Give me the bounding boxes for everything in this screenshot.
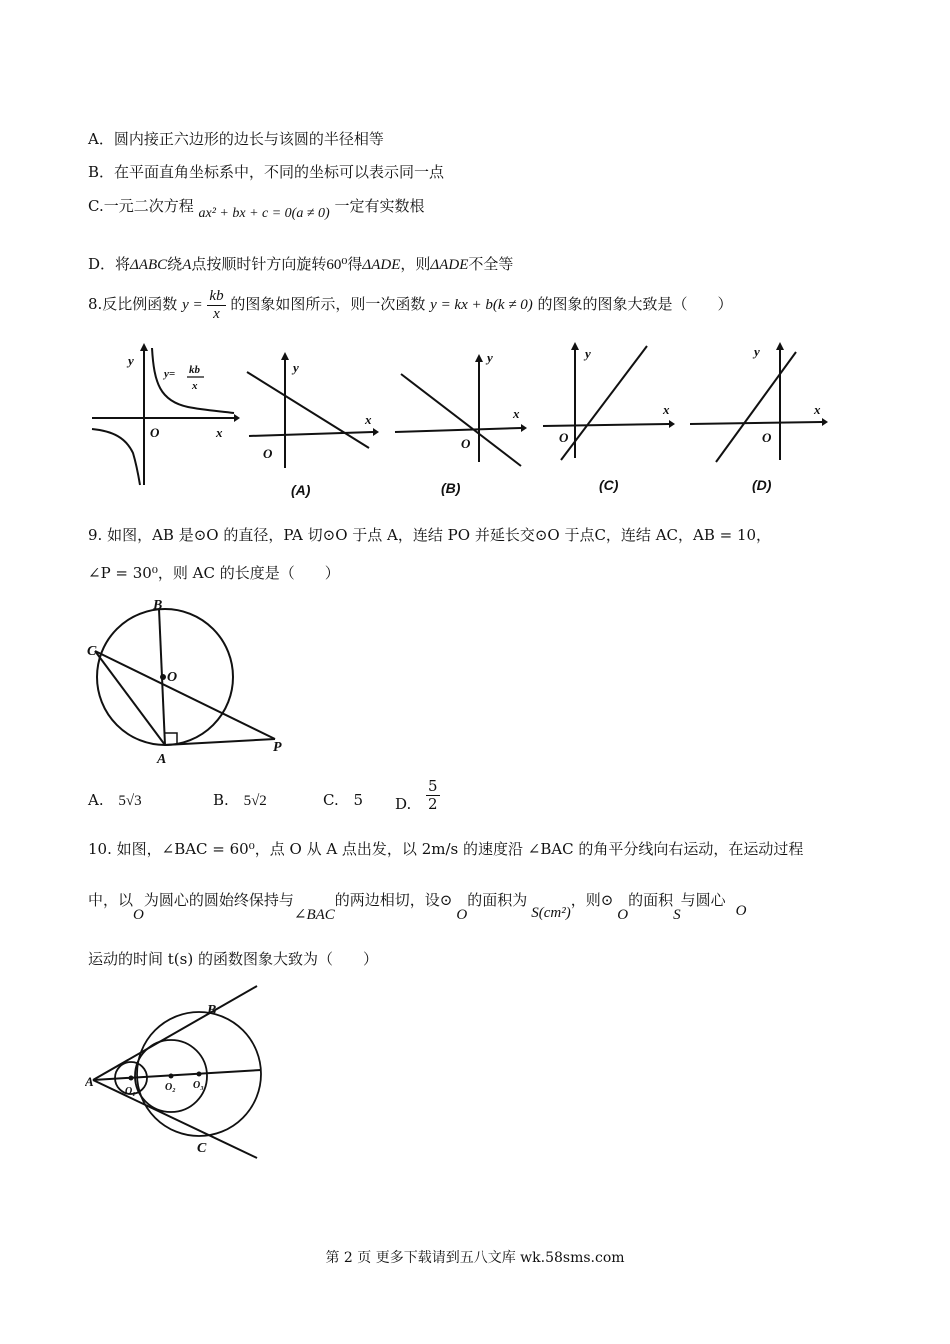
q7-d-text-3: 点按顺时针方向旋转 bbox=[191, 255, 327, 273]
q9-option-a-value: 5√3 bbox=[118, 793, 142, 809]
q7-option-c-formula: ax² + bx + c = 0(a ≠ 0) bbox=[198, 206, 330, 221]
q8-c-origin: O bbox=[559, 430, 569, 445]
q10-label-o1: O₁ bbox=[125, 1086, 136, 1097]
q8-a-origin: O bbox=[263, 446, 273, 461]
q10-stem-line3: 运动的时间 t(s) 的函数图象大致为（ ） bbox=[88, 950, 378, 968]
q8-caption-b: (B) bbox=[441, 480, 461, 496]
q8-d-origin: O bbox=[762, 430, 772, 445]
q8-d-axis-x: x bbox=[814, 402, 821, 417]
q7-d-triangle-abc: ΔABC bbox=[130, 257, 168, 273]
q8-a-axis-y: y bbox=[293, 360, 299, 375]
q7-option-c bbox=[88, 195, 425, 221]
q10-figure bbox=[85, 982, 275, 1162]
q8-hyperbola-graph bbox=[88, 343, 240, 488]
q7-d-angle: 60⁰ bbox=[326, 257, 348, 273]
q8-graph-d bbox=[688, 340, 833, 500]
q9-stem-line2: ∠P = 30⁰，则 AC 的长度是（ ） bbox=[88, 564, 340, 582]
q8-stem bbox=[88, 288, 733, 322]
q9-option-c-value: 5 bbox=[353, 791, 364, 809]
q10-label-c: C bbox=[197, 1141, 207, 1156]
q10-label-o3: O₃ bbox=[193, 1080, 204, 1091]
q8-main-curve-frac-num: kb bbox=[189, 364, 200, 376]
q8-caption-a: (A) bbox=[291, 482, 311, 498]
q10-stem-line1: 10. 如图，∠BAC = 60⁰，点 O 从 A 点出发，以 2m/s 的速度沿 ∠BAC 的角平分线向右运动，在运动过程 bbox=[88, 840, 804, 858]
q8-fraction-numerator: kb bbox=[209, 288, 224, 304]
q10-line2-angle: ∠BAC bbox=[293, 907, 335, 923]
q8-b-axis-x: x bbox=[513, 406, 520, 421]
q10-line2-c: 的两边相切，设⊙ bbox=[334, 891, 453, 909]
q9-label-a: A bbox=[157, 752, 167, 767]
q10-line2-f: 的面积 bbox=[628, 891, 674, 909]
q8-fraction-denominator: x bbox=[213, 305, 220, 322]
q8-b-axis-y: y bbox=[487, 350, 493, 365]
q10-line2-e: ，则⊙ bbox=[570, 891, 614, 909]
q8-suffix: 的图象的图象大致是（ ） bbox=[537, 295, 733, 313]
q10-line2-o2: O bbox=[456, 907, 468, 923]
q8-a-axis-x: x bbox=[365, 412, 372, 427]
q7-d-triangle-ade-2: ΔADE bbox=[430, 257, 469, 273]
q8-d-axis-y: y bbox=[754, 344, 760, 359]
q10-line2-o3: O bbox=[617, 907, 629, 923]
q8-main-axis-x: x bbox=[216, 425, 223, 440]
q8-middle: 的图象如图所示，则一次函数 bbox=[230, 295, 426, 313]
q8-b-origin: O bbox=[461, 436, 471, 451]
q9-option-c bbox=[323, 791, 363, 809]
q7-d-text-4: 得 bbox=[347, 255, 363, 273]
q10-line2-s2: S bbox=[673, 907, 681, 923]
q9-option-c-letter: C. bbox=[323, 791, 339, 809]
q9-option-a bbox=[88, 791, 142, 810]
q9-figure bbox=[85, 595, 295, 770]
q8-fraction bbox=[207, 288, 225, 322]
q10-label-o2: O₂ bbox=[165, 1082, 176, 1093]
q10-stem-line2 bbox=[88, 889, 747, 923]
q8-main-origin: O bbox=[150, 425, 160, 440]
q9-label-o: O bbox=[167, 670, 178, 685]
q9-option-d-den: 2 bbox=[428, 794, 438, 813]
q7-d-point-a: A bbox=[182, 257, 192, 273]
q8-c-axis-y: y bbox=[585, 346, 591, 361]
q8-main-axis-y: y bbox=[128, 353, 134, 368]
q8-graph-c bbox=[541, 340, 681, 500]
q10-label-b: B bbox=[207, 1003, 217, 1018]
q8-y-equals: y = bbox=[182, 297, 203, 313]
q9-option-a-letter: A. bbox=[88, 791, 104, 809]
q9-option-d bbox=[395, 778, 440, 812]
q7-option-a: A．圆内接正六边形的边长与该圆的半径相等 bbox=[88, 130, 384, 148]
q8-graph-a bbox=[245, 350, 385, 505]
q7-option-c-suffix: 一定有实数根 bbox=[334, 197, 425, 215]
q8-main-curve-frac-den: x bbox=[192, 380, 198, 392]
q8-caption-c: (C) bbox=[599, 477, 619, 493]
q8-linear-function: y = kx + b(k ≠ 0) bbox=[430, 297, 533, 313]
q8-c-axis-x: x bbox=[663, 402, 670, 417]
q9-option-d-letter: D. bbox=[395, 795, 412, 813]
q9-option-b-value: 5√2 bbox=[243, 793, 267, 809]
q10-line2-o4: O bbox=[735, 903, 747, 919]
q10-line2-s: S(cm²) bbox=[531, 905, 571, 921]
q7-d-text-5: ，则 bbox=[400, 255, 431, 273]
q9-option-b bbox=[213, 791, 267, 810]
q9-stem-line1: 9. 如图，AB 是⊙O 的直径，PA 切⊙O 于点 A，连结 PO 并延长交⊙O 于点C，连结 AC，AB = 10， bbox=[88, 526, 772, 544]
q8-caption-d: (D) bbox=[752, 477, 772, 493]
q7-d-text-6: 不全等 bbox=[468, 255, 514, 273]
page-footer: 第 2 页 更多下载请到五八文库 wk.58sms.com bbox=[325, 1250, 625, 1266]
q7-option-c-prefix: C.一元二次方程 bbox=[88, 197, 194, 215]
q8-prefix: 8.反比例函数 bbox=[88, 295, 178, 313]
q9-label-b: B bbox=[153, 598, 163, 613]
q8-main-curve-label: y= bbox=[164, 368, 176, 380]
q7-d-text-2: 绕 bbox=[167, 255, 183, 273]
q7-option-d bbox=[88, 253, 513, 274]
q10-line2-d: 的面积为 bbox=[467, 891, 528, 909]
q9-label-c: C bbox=[87, 644, 97, 659]
q7-option-b: B．在平面直角坐标系中，不同的坐标可以表示同一点 bbox=[88, 163, 445, 181]
q10-line2-g: 与圆心 bbox=[680, 891, 726, 909]
q10-line2-a: 中，以 bbox=[88, 891, 134, 909]
q9-option-b-letter: B. bbox=[213, 791, 229, 809]
q8-graph-b bbox=[393, 350, 533, 500]
q9-label-p: P bbox=[273, 740, 282, 755]
q7-d-triangle-ade: ΔADE bbox=[362, 257, 401, 273]
q10-label-a: A bbox=[85, 1074, 94, 1089]
q10-line2-b: 为圆心的圆始终保持与 bbox=[143, 891, 294, 909]
q7-d-text-1: D．将 bbox=[88, 255, 131, 273]
q9-option-d-fraction bbox=[426, 778, 440, 812]
q9-option-d-num: 5 bbox=[428, 777, 438, 795]
q10-line2-o1: O bbox=[133, 907, 144, 923]
